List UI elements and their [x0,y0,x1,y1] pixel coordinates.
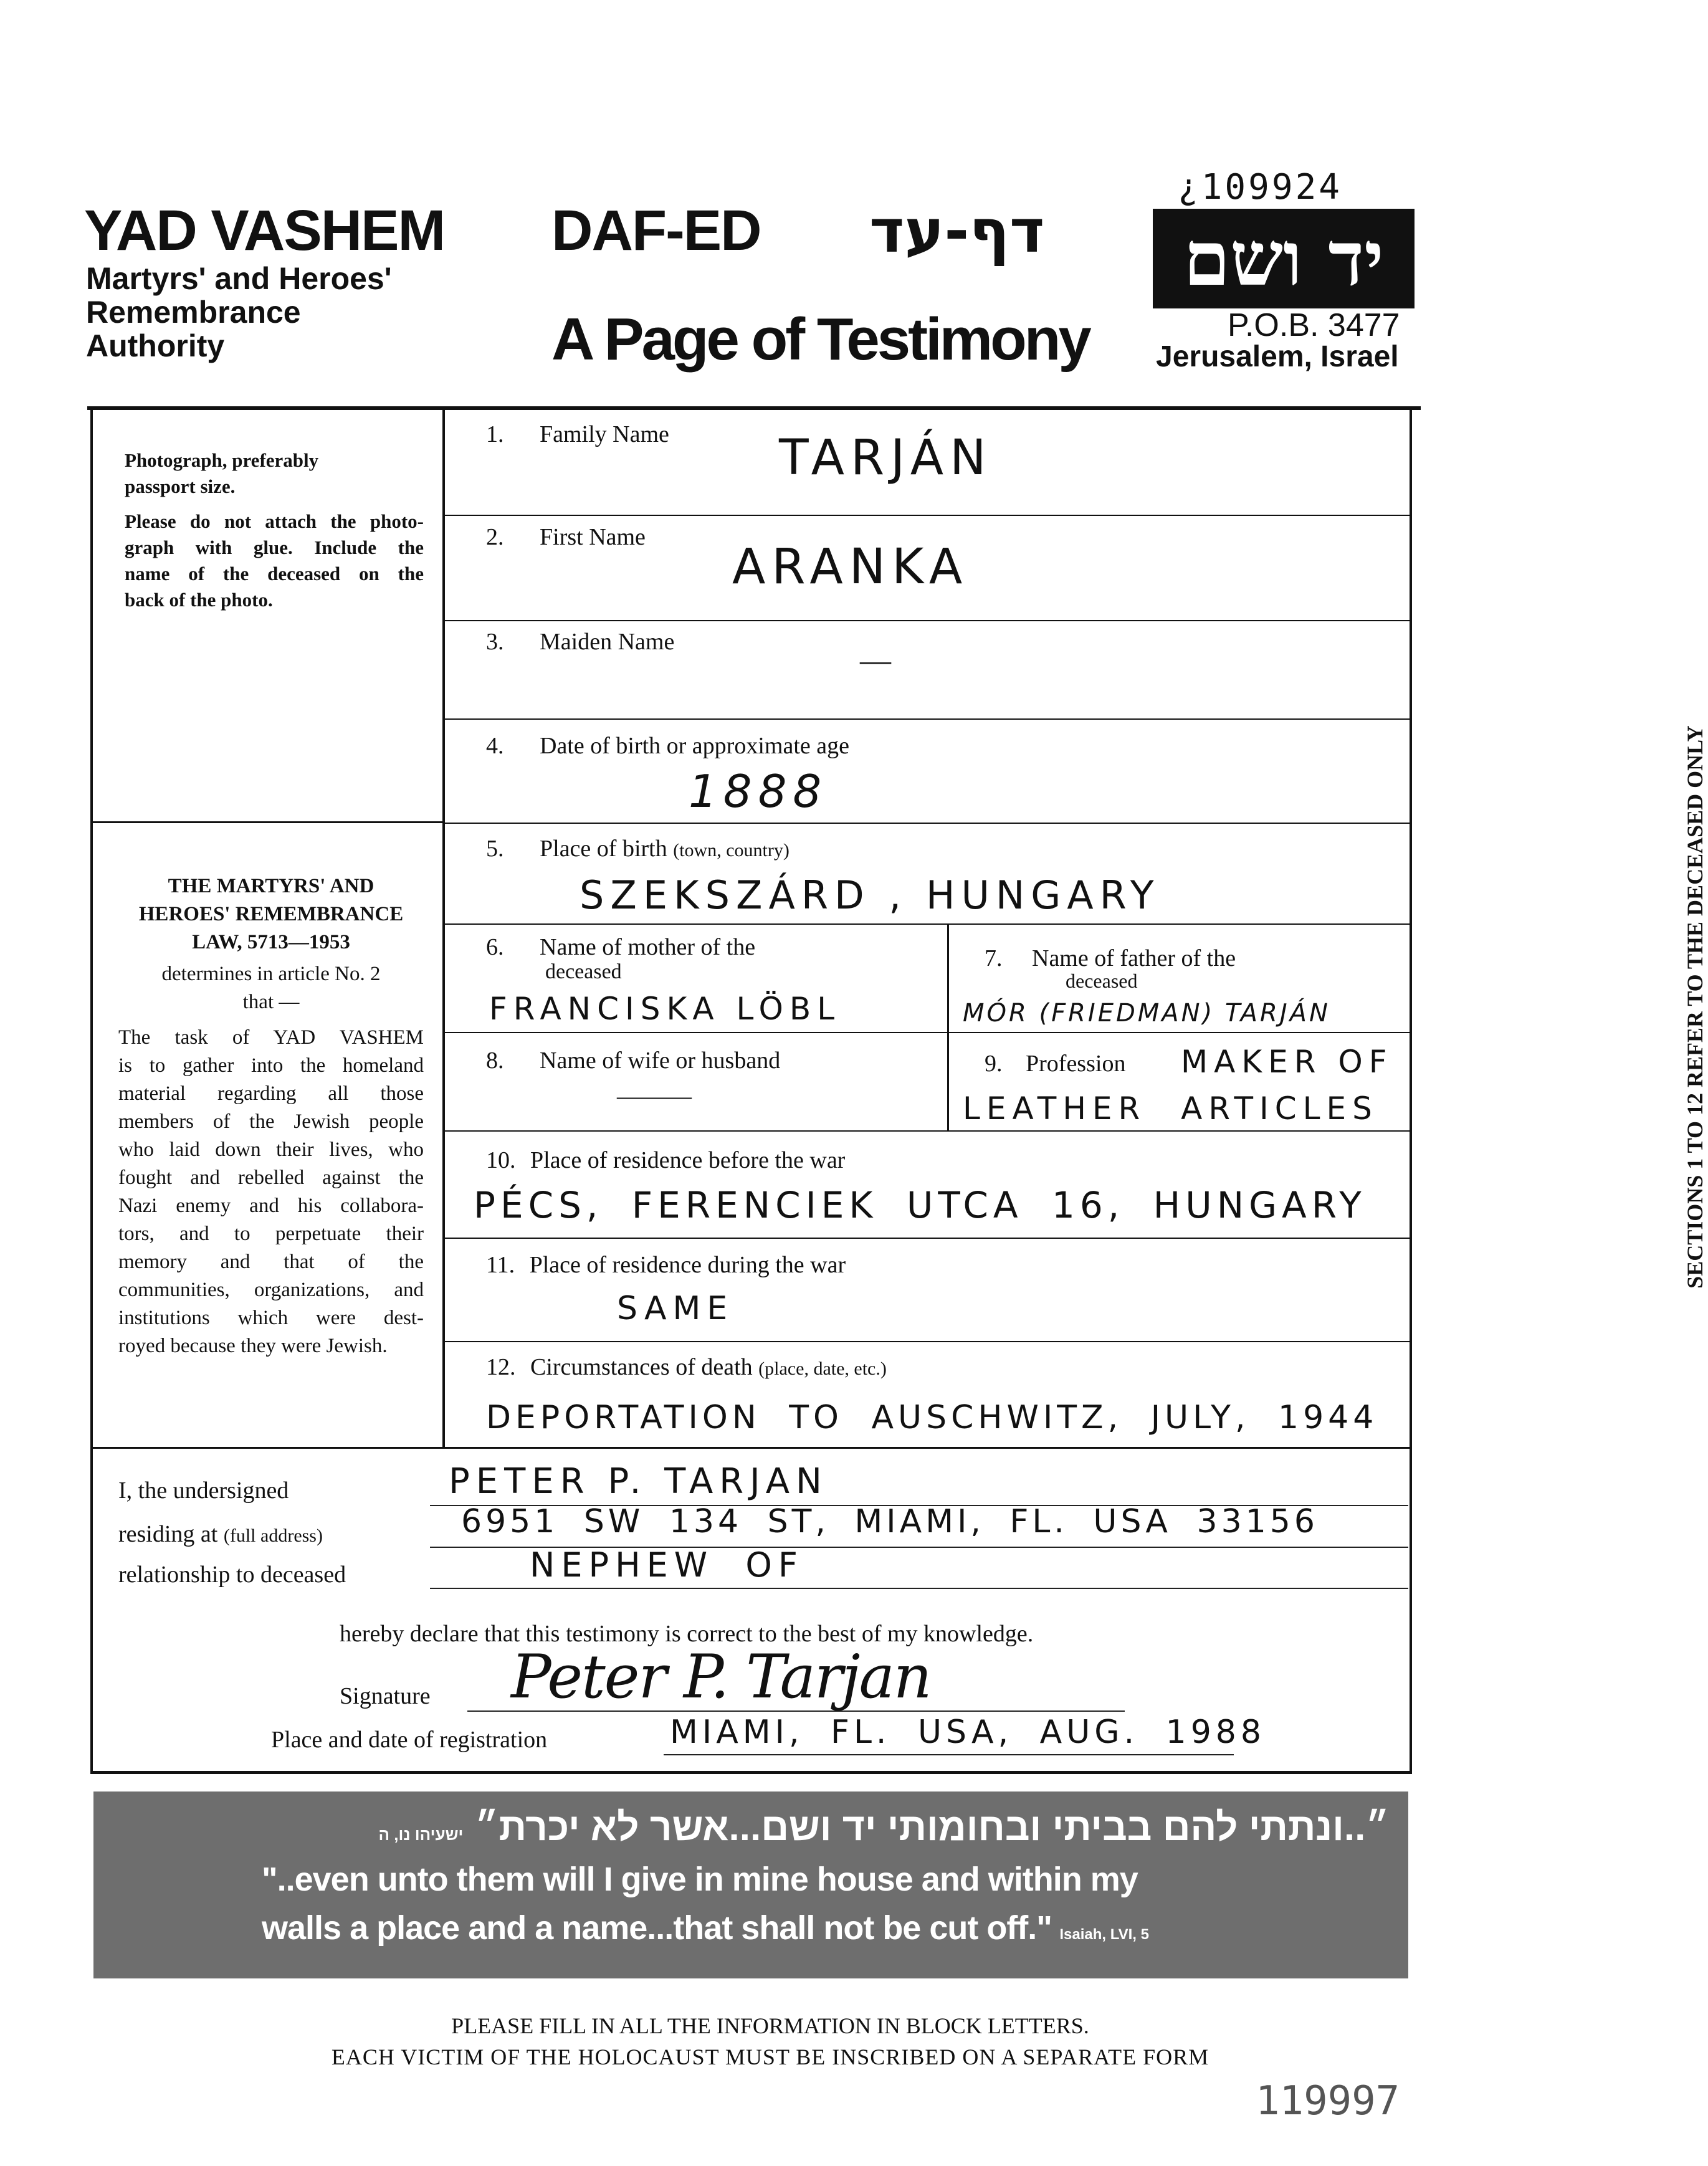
father-name-value[interactable]: MÓR (FRIEDMAN) TARJÁN [963,999,1330,1028]
registration-value[interactable]: MIAMI, FL. USA, AUG. 1988 [670,1714,1266,1751]
field-spouse-name: 8. Name of wife or husband [486,1047,781,1074]
form-title: A Page of Testimony [551,306,1089,373]
form-name-hebrew: דף-עד [869,196,1045,266]
footer-instruction-2: EACH VICTIM OF THE HOLOCAUST MUST BE INSCRIBED ON A SEPARATE FORM [331,2044,1209,2069]
field-maiden-name: 3. Maiden Name [486,629,675,655]
footer-instruction-1: PLEASE FILL IN ALL THE INFORMATION IN BLOCK LETTERS. [451,2013,1089,2038]
scripture-banner [93,1791,1408,1978]
field-residence-before-war: 10. Place of residence before the war [486,1147,846,1173]
mother-name-value[interactable]: FRANCISKA LÖBL [489,991,841,1027]
maiden-name-value[interactable]: — [860,642,891,677]
first-name-value[interactable]: ARANKA [732,539,969,595]
field-first-name: 2. First Name [486,524,646,550]
profession-value-line2[interactable]: LEATHER ARTICLES [963,1090,1378,1127]
serial-number: ¿109924 [1178,167,1343,208]
pob: P.O.B. 3477 [1228,307,1400,343]
circumstances-of-death-value[interactable]: DEPORTATION TO AUSCHWITZ, JULY, 1944 [486,1399,1378,1436]
residing-label: residing at (full address) [118,1521,323,1547]
city: Jerusalem, Israel [1156,340,1399,373]
org-name: YAD VASHEM [84,199,445,262]
field-mother-name: 6. Name of mother of the deceased [486,934,756,983]
field-profession: 9. Profession [985,1051,1126,1077]
residence-during-war-value[interactable]: SAME [617,1290,734,1327]
stamp-number: 119997 [1256,2078,1400,2124]
place-of-birth-value[interactable]: SZEKSZÁRD , HUNGARY [580,872,1160,918]
date-of-birth-value[interactable]: 1888 [689,765,828,818]
banner-english-line2: walls a place and a name...that shall not be cut off." Isaiah, LVI, 5 [262,1909,1149,1947]
field-father-name: 7. Name of father of the deceased [985,945,1236,992]
residence-before-war-value[interactable]: PÉCS, FERENCIEK UTCA 16, HUNGARY [474,1184,1367,1226]
relationship-label: relationship to deceased [118,1562,346,1588]
banner-hebrew: ״..ונתתי להם בביתי ובחומותי יד ושם...אשר לא יכרת״ ישעיהו נו, ה [378,1806,1390,1849]
undersigned-label: I, the undersigned [118,1477,289,1504]
org-subtitle: Martyrs' and Heroes' Remembrance Authority [86,261,392,363]
law-box: THE MARTYRS' AND HEROES' REMEMBRANCE LAW, 5713—1953 determines in article No. 2 that — The task of YAD VASHEM is to gather into the homeland material regarding all those members of the Jewish people who laid down their lives, who fought and rebelled against the Nazi enemy and his collabora- tors, and to perpetuate their memory and that of the communities, organizations, and institutions which were dest- royed because they were Jewish. [118,875,424,1357]
yad-vashem-logo [1153,209,1415,308]
field-family-name: 1. Family Name [486,421,669,447]
field-place-of-birth: 5. Place of birth (town, country) [486,836,790,862]
form-name-latin: DAF-ED [551,199,761,262]
residing-value[interactable]: 6951 SW 134 ST, MIAMI, FL. USA 33156 [461,1503,1319,1540]
field-residence-during-war: 11. Place of residence during the war [486,1252,846,1278]
profession-value-line1[interactable]: MAKER OF [1181,1044,1393,1080]
family-name-value[interactable]: TARJÁN [779,430,993,486]
spouse-name-value[interactable]: ——— [617,1082,692,1110]
registration-label: Place and date of registration [271,1727,548,1753]
declaration-text: hereby declare that this testimony is correct to the best of my knowledge. [340,1621,1034,1647]
photo-box: Photograph, preferably passport size. Please do not attach the photo- graph with glue. Include the name of the deceased on the back of the photo. [125,449,424,611]
field-date-of-birth: 4. Date of birth or approximate age [486,733,849,759]
signature-label: Signature [340,1683,431,1709]
banner-english-line1: "..even unto them will I give in mine house and within my [262,1861,1138,1898]
undersigned-value[interactable]: PETER P. TARJAN [449,1461,828,1502]
relationship-value[interactable]: NEPHEW OF [530,1545,804,1585]
field-circumstances-of-death: 12. Circumstances of death (place, date, etc.) [486,1354,887,1380]
signature: Peter P. Tarjan [511,1642,931,1712]
sections-note: SECTIONS 1 TO 12 REFER TO THE DECEASED ONLY [1682,725,1707,1289]
logo-hebrew: יד ושם [1183,214,1384,303]
